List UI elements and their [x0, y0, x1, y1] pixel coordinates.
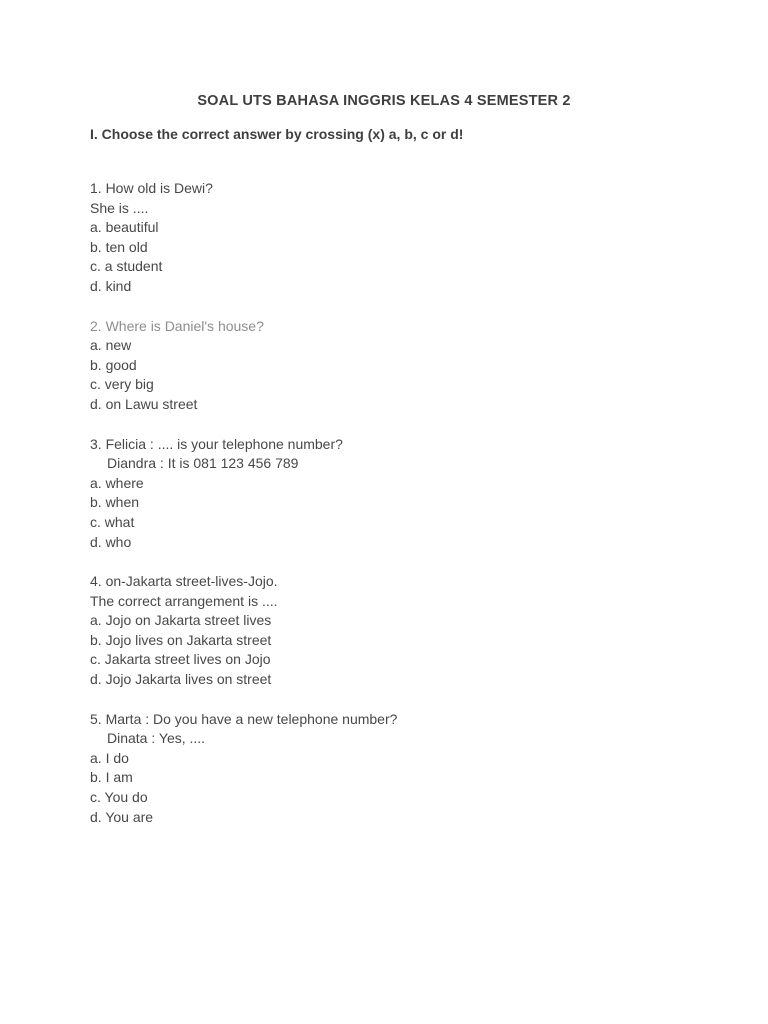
answer-option-b: b. good [90, 356, 137, 373]
answer-option-c: c. You do [90, 789, 148, 806]
answer-option-a: a. Jojo on Jakarta street lives [90, 612, 272, 629]
question-text: 3. Felicia : .... is your telephone number? [90, 435, 343, 452]
question-block-5 [90, 710, 678, 828]
answer-option-d: d. kind [90, 277, 132, 294]
answer-option-d: d. who [90, 533, 132, 550]
answer-option-a: a. beautiful [90, 219, 159, 236]
answer-option-a: a. where [90, 474, 144, 491]
question-stem: The correct arrangement is .... [90, 592, 278, 609]
question-text: 1. How old is Dewi? [90, 180, 213, 196]
answer-option-c: c. very big [90, 376, 154, 393]
question-block-4 [90, 572, 678, 690]
answer-option-a: a. new [90, 337, 132, 354]
dialogue-line: Dinata : Yes, .... [107, 730, 206, 747]
answer-option-b: b. when [90, 494, 140, 511]
question-text: 5. Marta : Do you have a new telephone number? [90, 710, 398, 727]
answer-option-a: a. I do [90, 749, 129, 766]
question-stem: She is .... [90, 199, 149, 216]
question-block-2 [90, 317, 678, 415]
document-title: SOAL UTS BAHASA INGGRIS KELAS 4 SEMESTER 2 [197, 93, 571, 109]
answer-option-c: c. what [90, 513, 135, 530]
question-text: 4. on-Jakarta street-lives-Jojo. [90, 573, 278, 590]
answer-option-b: b. I am [90, 769, 133, 786]
dialogue-line: Diandra : It is 081 123 456 789 [107, 455, 299, 472]
answer-option-c: c. Jakarta street lives on Jojo [90, 651, 271, 668]
question-list [90, 179, 678, 827]
question-block-1 [90, 179, 678, 297]
answer-option-c: c. a student [90, 258, 163, 275]
section-instruction: I. Choose the correct answer by crossing (x) a, b, c or d! [90, 126, 464, 142]
answer-option-d: d. Jojo Jakarta lives on street [90, 671, 272, 688]
question-block-3 [90, 435, 678, 553]
answer-option-b: b. Jojo lives on Jakarta street [90, 631, 272, 648]
answer-option-b: b. ten old [90, 238, 148, 255]
answer-option-d: d. on Lawu street [90, 395, 198, 412]
question-text: 2. Where is Daniel's house? [90, 317, 264, 334]
answer-option-d: d. You are [90, 808, 154, 825]
